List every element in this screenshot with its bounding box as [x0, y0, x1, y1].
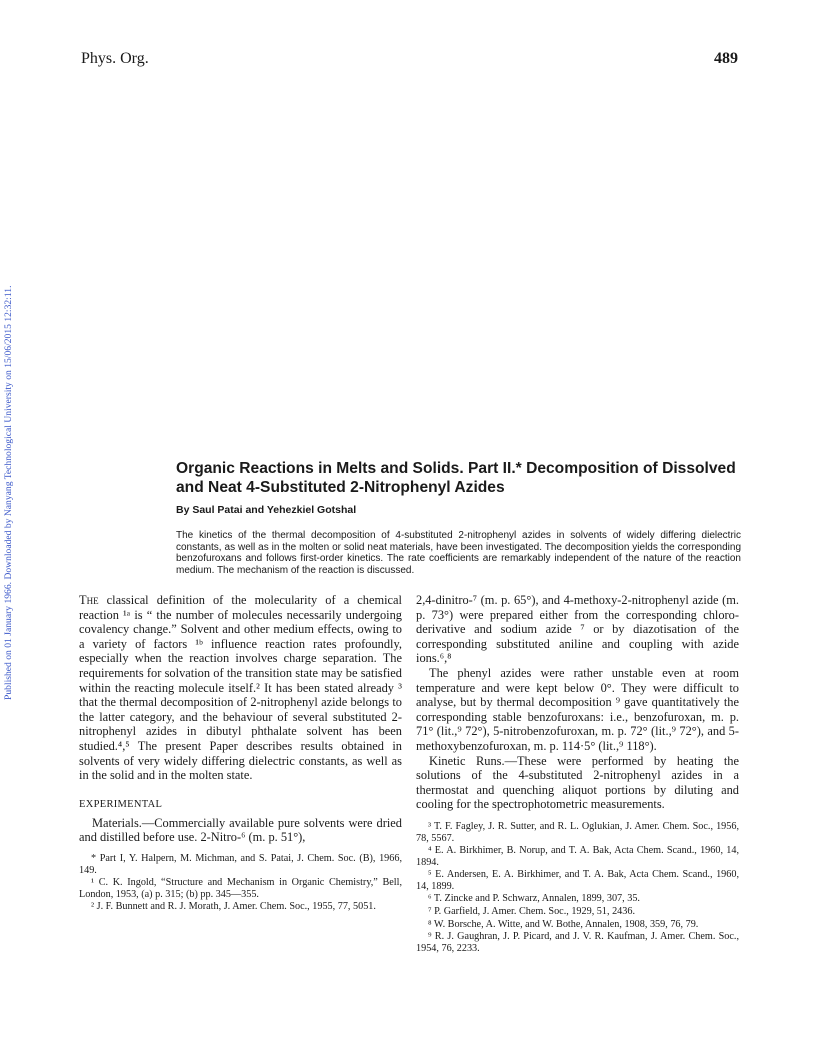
section-heading-experimental: EXPERIMENTAL	[79, 798, 163, 810]
footnotes-right	[416, 821, 739, 955]
footnote: ⁶ T. Zincke and P. Schwarz, Annalen, 1899, 307, 35.	[428, 893, 640, 905]
article-authors: By Saul Patai and Yehezkiel Gotshal	[176, 504, 357, 516]
materials-paragraph: Materials.—Commercially available pure solvents were dried and distilled before use. 2-Nitro-⁶ (m. p. 51°),	[79, 815, 402, 845]
left-column	[79, 593, 402, 914]
footnote: ⁵ E. Andersen, E. A. Birkhimer, and T. A. Bak, Acta Chem. Scand., 1960, 14, 1899.	[416, 869, 739, 892]
article-abstract: The kinetics of the thermal decomposition of 4-substituted 2-nitrophenyl azides in solvents of widely differing dielectric constants, as well as in the molten or solid neat materials, have been investigated. The decomposition yields the corresponding benzofuroxans and follows first-order kinetics. The rate coefficients are remarkably independent of the nature of the reaction medium. The mechanism of the reaction is discussed.	[176, 530, 741, 576]
footnote: ³ T. F. Fagley, J. R. Sutter, and R. L. Oglukian, J. Amer. Chem. Soc., 1956, 78, 5567.	[416, 820, 739, 844]
journal-section-header: Phys. Org.	[81, 50, 149, 67]
preparation-paragraph: 2,4-dinitro-⁷ (m. p. 65°), and 4-methoxy-2-nitrophenyl azide (m. p. 73°) were prepared either from the corresponding chloro-derivative and sodium azide ⁷ or by diazotisation of the corresponding substituted aniline and coupling with azide ions.⁶,⁸	[416, 593, 739, 666]
intro-lead-word: The	[79, 593, 99, 607]
footnote: ⁴ E. A. Birkhimer, B. Norup, and T. A. Bak, Acta Chem. Scand., 1960, 14, 1894.	[416, 845, 739, 868]
page-number: 489	[714, 50, 738, 67]
benzofuroxan-paragraph: The phenyl azides were rather unstable even at room temperature and were kept below 0°. They were difficult to analyse, but by thermal decomposition ⁹ gave quantitatively the corresponding stable benzofuroxans: i.e., benzofuroxan, m. p. 71° (lit.,⁹ 72°), 5-nitrobenzofuroxan, m. p. 72° (lit.,⁹ 72°), and 5-methoxybenzofuroxan, m. p. 114·5° (lit.,⁹ 118°).	[416, 665, 739, 753]
introduction-paragraph	[79, 593, 402, 783]
footnote: ² J. F. Bunnett and R. J. Morath, J. Amer. Chem. Soc., 1955, 77, 5051.	[91, 901, 376, 913]
footnote: * Part I, Y. Halpern, M. Michman, and S. Patai, J. Chem. Soc. (B), 1966, 149.	[79, 852, 402, 876]
kinetic-runs-paragraph: Kinetic Runs.—These were performed by heating the solutions of the 4-substituted 2-nitrophenyl azides in a thermostat and quenching aliquot portions by diluting and cooling for the spectrophotometric measurements.	[416, 753, 739, 812]
download-watermark-text: Published on 01 January 1966. Downloaded by Nanyang Technological University on 15/06/2015 12:32:11.	[3, 285, 14, 700]
article-title: Organic Reactions in Melts and Solids. Part II.* Decomposition of Dissolved and Neat 4-Substituted 2-Nitrophenyl Azides	[176, 460, 736, 496]
introduction-text: classical definition of the molecularity of a chemical reaction ¹ᵃ is “ the number of molecules necessarily undergoing covalency change.” Solvent and other medium effects, owing to a variety of factors ¹ᵇ influence reaction rates profoundly, especially when the reaction involves charge separation. The requirements for solvation of the transition state may be satisfied within the reacting molecule itself.² It has been stated already ³ that the thermal decomposition of 2-nitrophenyl azide belongs to the latter category, and the behaviour of several substituted 2-nitrophenyl azides in dibutyl phthalate solvent has been studied.⁴,⁵ The present Paper describes results obtained in solvents of very widely differing dielectric constants, as well as in the solid and in the molten state.	[79, 593, 402, 783]
download-watermark	[0, 140, 20, 700]
footnote: ⁷ P. Garfield, J. Amer. Chem. Soc., 1929, 51, 2436.	[428, 906, 636, 918]
footnote: ⁸ W. Borsche, A. Witte, and W. Bothe, Annalen, 1908, 359, 76, 79.	[428, 918, 699, 930]
footnote: ¹ C. K. Ingold, “Structure and Mechanism in Organic Chemistry,” Bell, London, 1953, (a) p. 315; (b) pp. 345—355.	[79, 877, 402, 900]
footnote: ⁹ R. J. Gaughran, J. P. Picard, and J. V. R. Kaufman, J. Amer. Chem. Soc., 1954, 76, 2233.	[416, 931, 739, 954]
footnotes-left	[79, 853, 402, 913]
right-column	[416, 593, 739, 955]
